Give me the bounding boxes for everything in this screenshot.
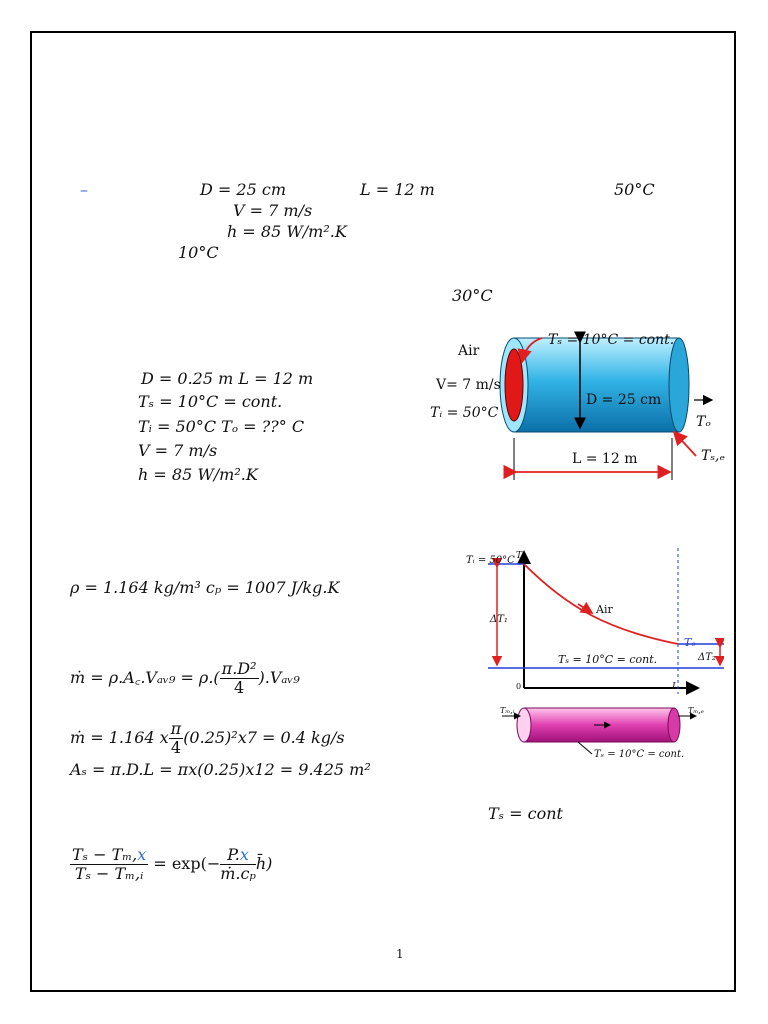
profile-ts-label: Tₛ = 10°C = cont. bbox=[558, 653, 658, 666]
known-line-1: D = 0.25 m L = 12 m bbox=[141, 369, 314, 388]
pink-tube-end-right bbox=[668, 708, 680, 742]
given-mean-temp: 30°C bbox=[452, 286, 493, 305]
pipe-ti-label: Tᵢ = 50°C bbox=[430, 405, 499, 421]
profile-x-label: x bbox=[688, 682, 693, 691]
given-surface-temp: 10°C bbox=[178, 243, 219, 262]
known-line-2: Tₛ = 10°C = cont. bbox=[138, 392, 283, 411]
tse-arrow bbox=[674, 432, 696, 456]
given-h: h = 85 W/m².K bbox=[227, 222, 347, 241]
profile-dt2-label: ΔT₂ bbox=[698, 652, 716, 663]
mass-flow-formula: ṁ = ρ.A꜀.Vₐᵥ₉ = ρ.( $\frac{\text{π.D²}}{4}$ ).Vₐᵥ₉ bbox=[70, 659, 300, 697]
tube-tmi-label: Tₘ,ᵢ bbox=[500, 706, 515, 715]
given-velocity: V = 7 m/s bbox=[233, 201, 313, 220]
pipe-air-label: Air bbox=[458, 343, 480, 359]
pipe-end-right bbox=[669, 338, 689, 432]
ts-constant-label: Tₛ = cont bbox=[488, 804, 563, 823]
profile-t-axis-label: T bbox=[516, 551, 523, 561]
tube-ts-leader bbox=[578, 742, 592, 754]
mass-flow-value: ṁ = 1.164 x $\frac{\pi}{4}$ (0.25)²x7 = 0.4 kg/s bbox=[70, 719, 345, 757]
pipe-inlet-opening bbox=[505, 349, 523, 421]
temperature-ratio-equation: $\frac{\text{Tₛ − Tₘ,x}}{\text{Tₛ − Tₘ,ᵢ}}$ = exp(− $\frac{P.x}{\text{ṁ.cₚ}}$ h̄) bbox=[72, 845, 273, 883]
profile-to-label: Tₒ bbox=[684, 636, 696, 649]
tube-tme-label: Tₘ,ₑ bbox=[688, 706, 704, 715]
pipe-diameter-label: D = 25 cm bbox=[586, 392, 662, 408]
pipe-tse-label: Tₛ,ₑ bbox=[701, 448, 725, 464]
air-properties: ρ = 1.164 kg/m³ cₚ = 1007 J/kg.K bbox=[70, 578, 340, 597]
profile-origin-label: 0 bbox=[516, 682, 522, 691]
profile-l-label: L bbox=[672, 682, 678, 692]
known-line-5: h = 85 W/m².K bbox=[138, 465, 258, 484]
pink-tube-end-left bbox=[517, 708, 531, 742]
profile-air-label: Air bbox=[596, 603, 613, 616]
pipe-body bbox=[514, 338, 679, 432]
pipe-length-label: L = 12 m bbox=[572, 451, 638, 467]
given-inlet-temp: 50°C bbox=[614, 180, 655, 199]
page-number: 1 bbox=[396, 947, 404, 961]
given-diameter: D = 25 cm bbox=[200, 180, 286, 199]
pipe-ts-label: Tₛ = 10°C = cont. bbox=[548, 332, 675, 348]
surface-area-formula: Aₛ = π.D.L = πx(0.25)x12 = 9.425 m² bbox=[70, 760, 371, 779]
profile-dt1-label: ΔT₁ bbox=[490, 614, 508, 625]
pipe-velocity-label: V= 7 m/s bbox=[436, 377, 501, 393]
given-length: L = 12 m bbox=[360, 180, 435, 199]
tube-ts-label: Tₛ = 10°C = cont. bbox=[594, 749, 685, 760]
known-line-3: Tᵢ = 50°C Tₒ = ??° C bbox=[138, 417, 305, 436]
bullet-dash: – bbox=[80, 180, 88, 199]
known-line-4: V = 7 m/s bbox=[138, 441, 218, 460]
profile-ti-label: Tᵢ = 50°C bbox=[466, 555, 515, 566]
pipe-to-label: Tₒ bbox=[696, 414, 711, 430]
